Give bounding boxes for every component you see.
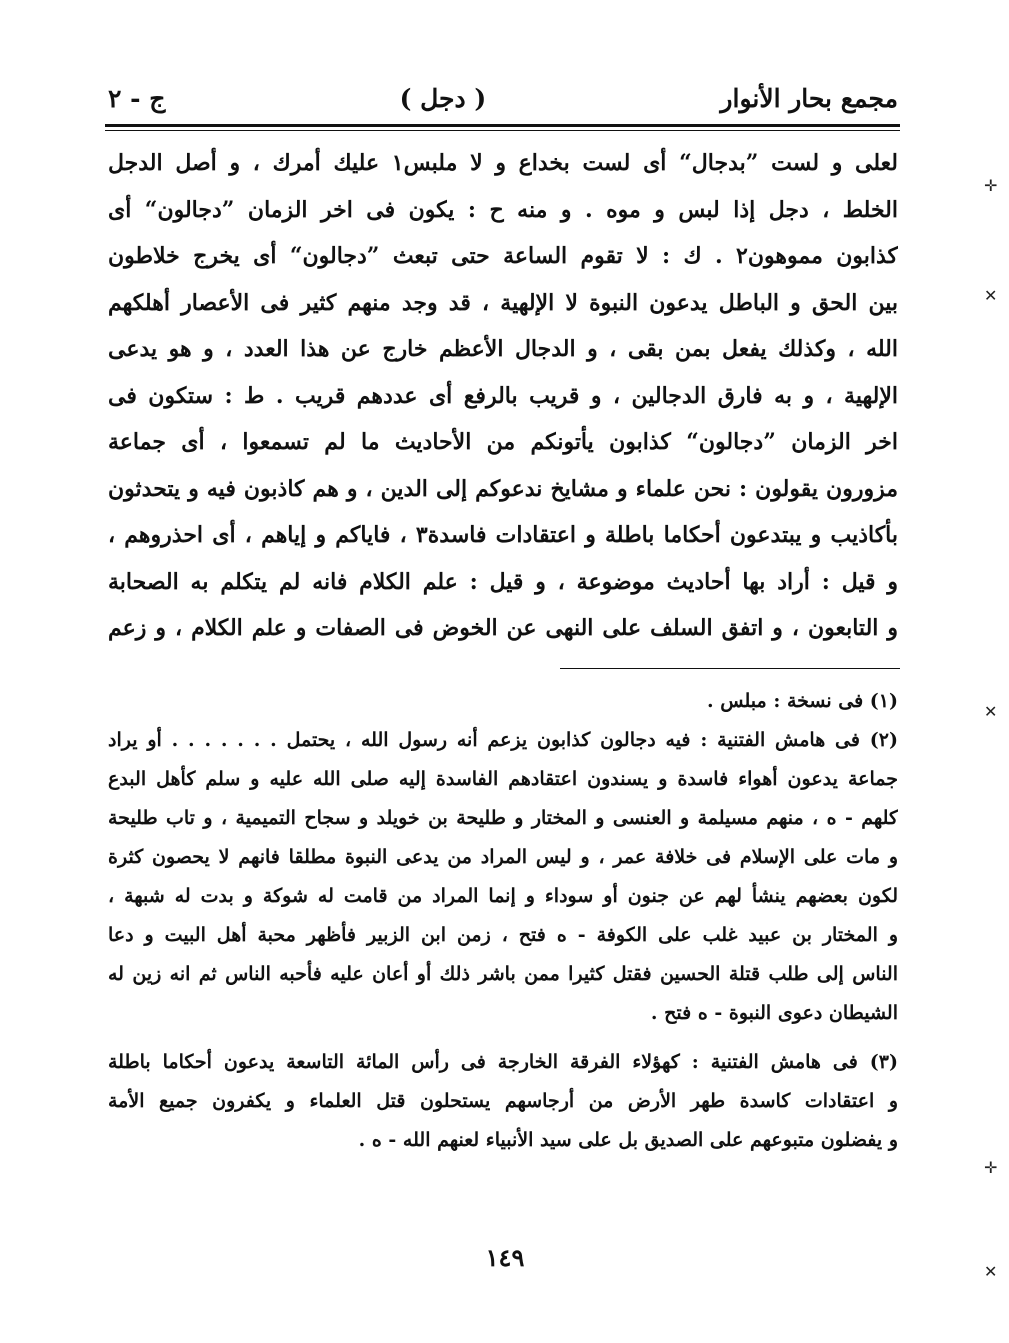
- main-line: كذابون مموهون٢ . ك : لا تقوم الساعة حتى تبعث ”دجالون“ أى يخرج خلاطون: [108, 243, 898, 269]
- entry-heading: ( دجل ): [399, 83, 487, 113]
- main-line: و التابعون ، و اتفق السلف على النهى عن الخوض فى الصفات و علم الكلام ، و زعم: [108, 615, 898, 641]
- footnote-2-line: و مات على الإسلام فى خلافة عمر ، و ليس المراد من يدعى النبوة مطلقا فانهم لا يحصون كثرة: [108, 846, 898, 868]
- footnote-2-line: و المختار بن عبيد غلب على الكوفة - ه فتح ، زمن ابن الزبير فأظهر محبة أهل البيت و دعا: [108, 924, 898, 946]
- footnote-separator: [560, 668, 900, 669]
- main-text: [108, 140, 898, 652]
- main-line: لعلى و لست ”بدجال“ أى لست بخداع و لا ملبس١ عليك أمرك ، و أصل الدجل: [108, 150, 898, 176]
- main-line: بأكاذيب و يبتدعون أحكاما باطلة و اعتقادات فاسدة٣ ، فاياكم و إياهم ، أى احذروهم ،: [108, 522, 898, 548]
- margin-mark-icon: ✛: [984, 176, 998, 195]
- main-line: الإلهية ، و به فارق الدجالين ، و قريب بالرفع أى عددهم قريب . ط : ستكون فى: [108, 382, 898, 409]
- main-line: بين الحق و الباطل يدعون النبوة لا الإلهية ، قد وجد منهم كثير فى الأعصار أهلكهم: [108, 289, 898, 316]
- main-line: الله ، وكذلك يفعل بمن بقى ، و الدجال الأعظم خارج عن هذا العدد ، و هو يدعى: [108, 336, 898, 362]
- footnote-2-line: (٢) فى هامش الفتنية : فيه دجالون كذابون يزعم أنه رسول الله ، يحتمل . . . . . . . أو يراد: [108, 729, 898, 751]
- main-line: اخر الزمان ”دجالون“ كذابون يأتونكم من الأحاديث ما لم تسمعوا ، أى جماعة: [108, 429, 898, 455]
- footnote-2-line: جماعة يدعون أهواء فاسدة و يسندون اعتقادهم الفاسدة إليه صلى الله عليه و سلم كأهل البدع: [108, 768, 898, 790]
- main-line: الخلط ، دجل إذا لبس و موه . و منه ح : يكون فى اخر الزمان ”دجالون“ أى: [108, 196, 898, 223]
- footnote-3-line: (٣) فى هامش الفتنية : كهؤلاء الفرقة الخارجة فى رأس المائة التاسعة يدعون أحكاما باطلة: [108, 1051, 898, 1073]
- header-rule-thick: [105, 124, 900, 127]
- footnote-2-line: كلهم - ه ، منهم مسيلمة و العنسى و المختار و طليحة بن خويلد و سجاح التميمية ، و تاب طليحة: [108, 807, 898, 829]
- volume-label: ج - ٢: [108, 83, 166, 113]
- book-title: مجمع بحار الأنوار: [720, 83, 898, 113]
- margin-mark-icon: ✕: [984, 1262, 998, 1281]
- margin-mark-icon: ✕: [984, 702, 998, 721]
- running-header: [108, 78, 898, 118]
- footnote-3-line: و يفضلون متبوعهم على الصديق بل على سيد الأنبياء لعنهم الله - ه .: [358, 1129, 898, 1151]
- header-rule-thin: [105, 130, 900, 131]
- footnote-1-line: (١) فى نسخة : مبلس .: [707, 690, 898, 712]
- footnote-gap: [108, 1033, 898, 1043]
- footnote-2-line: لكون بعضهم ينشأ لهم عن جنون أو سوداء و إنما المراد من قامت له شوكة و بدت له شبهة ،: [108, 885, 898, 907]
- footnote-2-line: الشيطان دعوى النبوة - ه فتح .: [650, 1002, 898, 1024]
- footnote-2-line: الناس إلى طلب قتلة الحسين فقتل كثيرا ممن باشر ذلك أو أعان عليه فأحبه الناس ثم انه زين له: [108, 963, 898, 985]
- page-number: ١٤٩: [485, 1243, 525, 1272]
- main-line: و قيل : أراد بها أحاديث موضوعة ، و قيل : علم الكلام فانه لم يتكلم به الصحابة: [108, 568, 898, 595]
- margin-mark-icon: ✛: [984, 1158, 998, 1177]
- footnote-3-line: و اعتقادات كاسدة طهر الأرض من أرجاسهم يستحلون قتل العلماء و يكفرون جميع الأمة: [108, 1090, 898, 1112]
- margin-mark-icon: ✕: [984, 286, 998, 305]
- footnotes: [108, 682, 898, 1160]
- main-line: مزورون يقولون : نحن علماء و مشايخ ندعوكم إلى الدين ، و هم كاذبون فيه و يتحدثون: [108, 475, 898, 502]
